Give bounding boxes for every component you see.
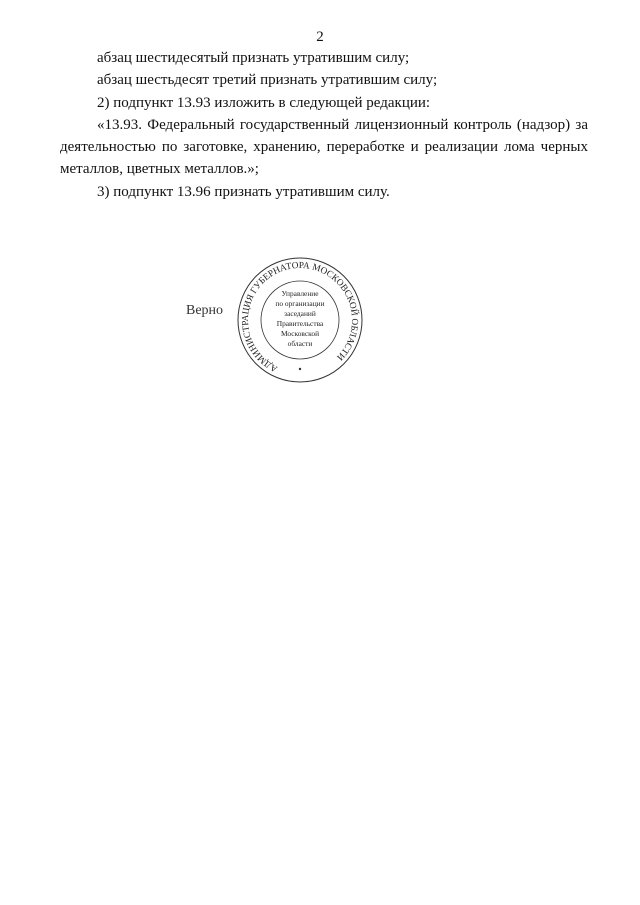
paragraph: 2) подпункт 13.93 изложить в следующей редакции: — [97, 94, 431, 111]
stamp-line: заседаний — [284, 309, 316, 318]
stamp-line: Управление — [281, 289, 319, 298]
stamp-ring-text: АДМИНИСТРАЦИЯ ГУБЕРНАТОРА МОСКОВСКОЙ ОБЛАСТИ — [240, 260, 360, 374]
stamp-line: Московской — [280, 329, 320, 338]
page-number: 2 — [316, 29, 324, 45]
paragraph: абзац шестидесятый признать утратившим силу; — [97, 50, 410, 66]
official-stamp — [235, 255, 365, 385]
stamp-line: Правительства — [276, 319, 324, 328]
paragraph: «13.93. Федеральный государственный лицензионный контроль (надзор) за деятельностью по заготовке, хранению, переработке и реализации лома черных металлов, цветных металлов.»; — [60, 116, 588, 178]
certification-mark: Верно — [186, 303, 224, 318]
stamp-dot — [299, 368, 301, 370]
document-body — [60, 47, 588, 203]
paragraph: абзац шестьдесят третий признать утратившим силу; — [97, 72, 438, 89]
paragraph: 3) подпункт 13.96 признать утратившим силу. — [97, 183, 390, 200]
stamp-line: по организации — [275, 299, 325, 308]
stamp-line: области — [287, 339, 313, 348]
